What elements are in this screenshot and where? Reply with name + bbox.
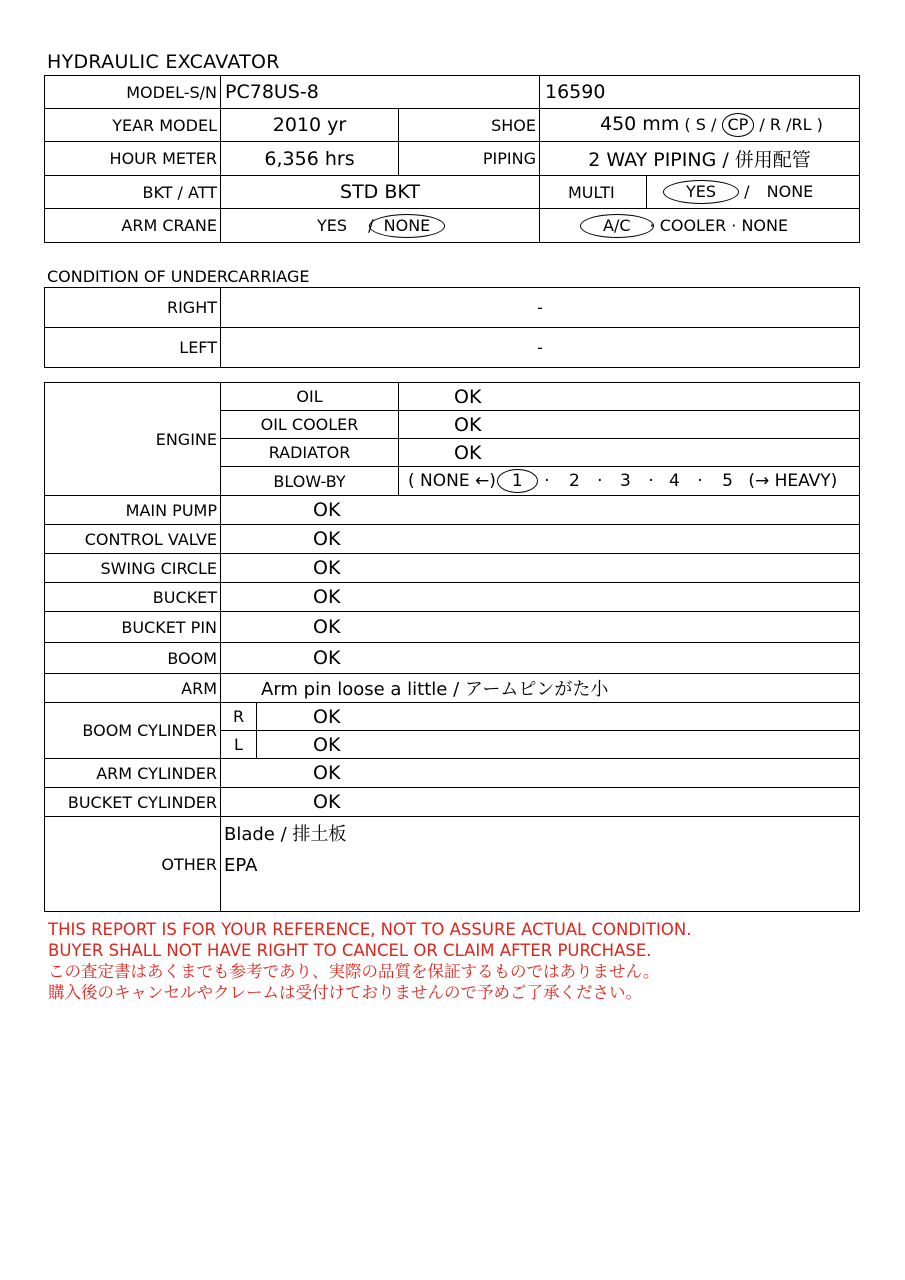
blowby-dot-4: · — [697, 471, 703, 491]
blowby-dot-1: · — [544, 471, 550, 491]
boom-cylinder-r-row — [45, 703, 860, 731]
blowby-3: 3 — [619, 471, 631, 491]
armcrane-row — [45, 209, 860, 243]
boom-label: BOOM — [45, 643, 221, 674]
bucket-pin-value: OK — [221, 612, 860, 643]
table-row — [45, 525, 860, 554]
bkt-value: STD BKT — [221, 176, 540, 209]
swing-circle-value: OK — [221, 554, 860, 583]
bucket-cylinder-value: OK — [221, 788, 860, 817]
control-valve-label: CONTROL VALVE — [45, 525, 221, 554]
radiator-label: RADIATOR — [221, 439, 399, 467]
other-cell — [221, 817, 860, 912]
blowby-5: 5 — [722, 471, 733, 491]
blowby-label: BLOW-BY — [221, 467, 399, 496]
arm-label: ARM — [45, 674, 221, 703]
piping-value: 2 WAY PIPING / 併用配管 — [540, 142, 860, 176]
blowby-4: 4 — [669, 471, 680, 491]
other-line-1: Blade / 排土板 — [224, 824, 347, 845]
other-row — [45, 817, 860, 912]
boom-cylinder-r-label: R — [221, 703, 257, 731]
boom-cylinder-l-value: OK — [257, 731, 860, 759]
piping-label: PIPING — [399, 142, 540, 176]
engine-oil-row — [45, 383, 860, 411]
page-title: HYDRAULIC EXCAVATOR — [47, 51, 280, 73]
armcrane-cell — [221, 209, 540, 243]
boom-cylinder-label: BOOM CYLINDER — [45, 703, 221, 759]
oil-cooler-label: OIL COOLER — [221, 411, 399, 439]
main-pump-label: MAIN PUMP — [45, 496, 221, 525]
right-label: RIGHT — [45, 288, 221, 328]
ac-cell — [540, 209, 860, 243]
blowby-dot-3: · — [648, 471, 654, 491]
other-line-2: EPA — [224, 855, 258, 876]
right-value: - — [221, 288, 860, 328]
table-row — [45, 643, 860, 674]
oil-label: OIL — [221, 383, 399, 411]
disclaimer — [48, 919, 691, 1003]
table-row — [45, 554, 860, 583]
oil-value: OK — [399, 383, 860, 411]
arm-cylinder-label: ARM CYLINDER — [45, 759, 221, 788]
year-label: YEAR MODEL — [45, 109, 221, 142]
shoe-label: SHOE — [399, 109, 540, 142]
other-label: OTHER — [45, 817, 221, 912]
left-label: LEFT — [45, 328, 221, 368]
table-row — [45, 788, 860, 817]
arm-value: Arm pin loose a little / アームピンがた小 — [221, 674, 860, 703]
control-valve-value: OK — [221, 525, 860, 554]
arm-cylinder-value: OK — [221, 759, 860, 788]
armcrane-label: ARM CRANE — [45, 209, 221, 243]
serial-value: 16590 — [540, 76, 860, 109]
swing-circle-label: SWING CIRCLE — [45, 554, 221, 583]
year-row — [45, 109, 860, 142]
disclaimer-line-2: BUYER SHALL NOT HAVE RIGHT TO CANCEL OR CLAIM AFTER PURCHASE. — [48, 941, 652, 960]
hour-label: HOUR METER — [45, 142, 221, 176]
armcrane-yes: YES — [317, 215, 348, 235]
boom-cylinder-r-value: OK — [257, 703, 860, 731]
table-row — [45, 496, 860, 525]
main-pump-value: OK — [221, 496, 860, 525]
blowby-1-circled: 1 — [497, 469, 538, 493]
boom-cylinder-l-label: L — [221, 731, 257, 759]
table-row — [45, 612, 860, 643]
bucket-label: BUCKET — [45, 583, 221, 612]
hour-value: 6,356 hrs — [221, 142, 399, 176]
blowby-dot-2: · — [597, 471, 603, 491]
year-value: 2010 yr — [221, 109, 399, 142]
shoe-open: ( — [684, 115, 691, 134]
hour-row — [45, 142, 860, 176]
multi-yes-circled: YES — [663, 180, 739, 204]
bkt-row — [45, 176, 860, 209]
armcrane-sep: / — [368, 215, 374, 235]
shoe-rest: / R /RL ) — [759, 115, 823, 134]
blowby-none: ( NONE ←) — [408, 471, 496, 491]
blowby-scale — [399, 467, 860, 496]
inspection-table — [44, 382, 860, 912]
bkt-label: BKT / ATT — [45, 176, 221, 209]
blowby-heavy: (→ HEAVY) — [748, 471, 838, 491]
shoe-cell — [540, 109, 860, 142]
disclaimer-line-4: 購入後のキャンセルやクレームは受付けておりませんので予めご了承ください。 — [48, 983, 642, 1002]
bucket-cylinder-label: BUCKET CYLINDER — [45, 788, 221, 817]
multi-sep: / — [744, 182, 750, 201]
disclaimer-line-3: この査定書はあくまでも参考であり、実際の品質を保証するものではありません。 — [48, 962, 660, 981]
model-sn-label: MODEL-S/N — [45, 76, 221, 109]
oil-cooler-value: OK — [399, 411, 860, 439]
spec-table — [44, 75, 860, 243]
table-row — [45, 759, 860, 788]
multi-none: NONE — [766, 182, 814, 201]
model-row — [45, 76, 860, 109]
shoe-value: 450 mm — [600, 113, 680, 135]
undercarriage-title: CONDITION OF UNDERCARRIAGE — [47, 267, 310, 286]
blowby-2: 2 — [568, 471, 580, 491]
bucket-value: OK — [221, 583, 860, 612]
cooler-options: · COOLER · NONE — [649, 215, 789, 235]
armcrane-none-circled: NONE — [369, 214, 446, 238]
radiator-value: OK — [399, 439, 860, 467]
bucket-pin-label: BUCKET PIN — [45, 612, 221, 643]
engine-label: ENGINE — [45, 383, 221, 496]
table-row — [45, 583, 860, 612]
shoe-s: S / — [695, 115, 717, 134]
multi-cell — [647, 176, 860, 209]
undercarriage-left-row — [45, 328, 860, 368]
undercarriage-table — [44, 287, 860, 368]
left-value: - — [221, 328, 860, 368]
model-value: PC78US-8 — [221, 76, 540, 109]
undercarriage-right-row — [45, 288, 860, 328]
ac-circled: A/C — [580, 214, 654, 238]
multi-label: MULTI — [540, 176, 647, 209]
shoe-cp-circled: CP — [722, 113, 755, 137]
table-row — [45, 674, 860, 703]
boom-value: OK — [221, 643, 860, 674]
disclaimer-line-1: THIS REPORT IS FOR YOUR REFERENCE, NOT TO ASSURE ACTUAL CONDITION. — [48, 920, 692, 939]
